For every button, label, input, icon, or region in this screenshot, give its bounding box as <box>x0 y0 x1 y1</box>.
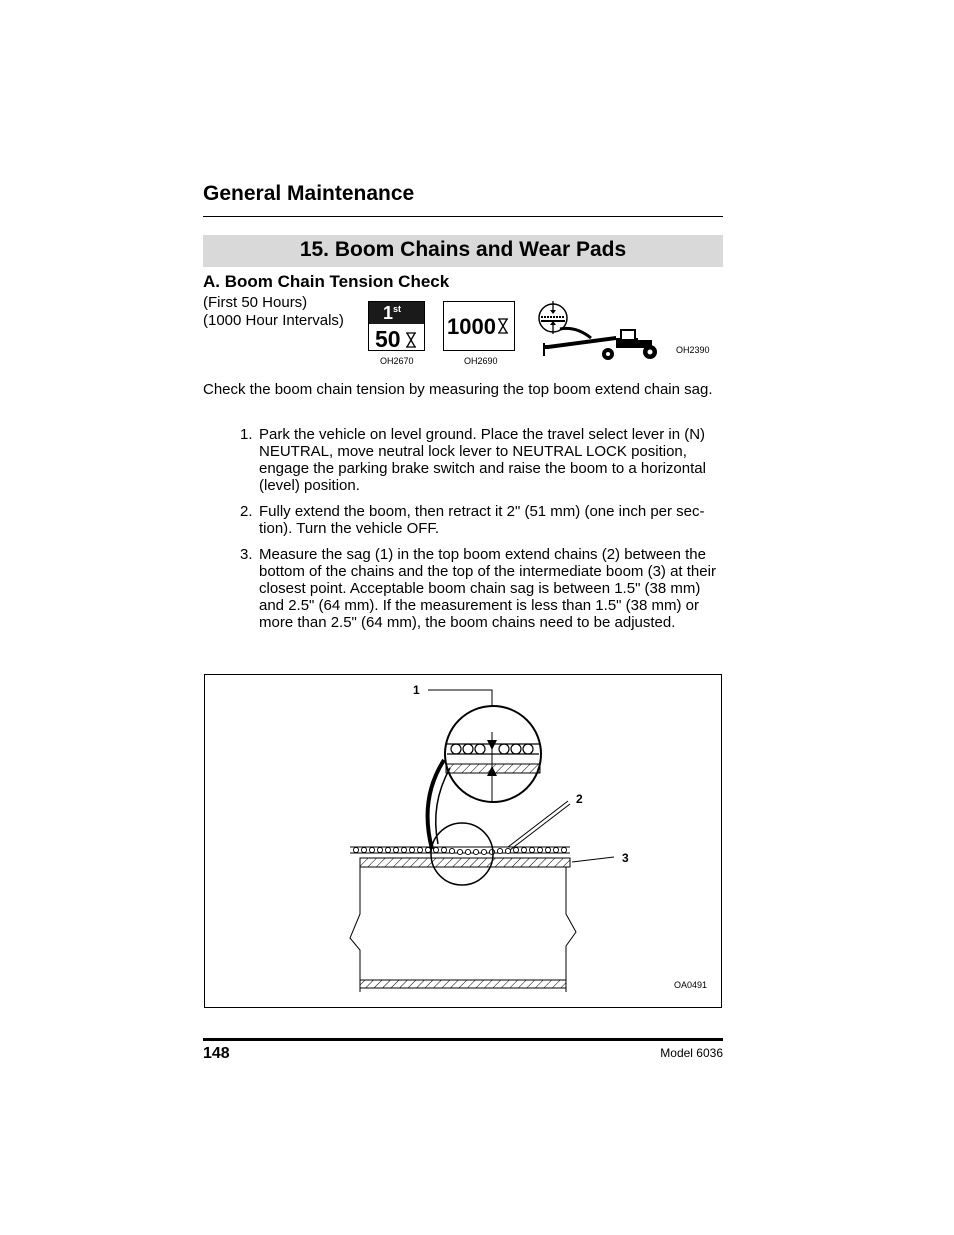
step-number: 2. <box>240 503 253 520</box>
boom-chain-illustration <box>204 674 722 1008</box>
figure-caption: OA0491 <box>674 980 708 990</box>
intro-paragraph: Check the boom chain tension by measuring the top boom extend chain sag. <box>203 381 713 398</box>
interval-repeat: (1000 Hour Intervals) <box>203 312 344 329</box>
model-label: Model 6036 <box>660 1046 723 1060</box>
interval-icon <box>443 301 515 351</box>
list-item <box>240 426 724 496</box>
icon-caption-2: OH2690 <box>464 356 498 366</box>
callout-1: 1 <box>413 683 420 697</box>
hourglass-icon <box>497 318 509 334</box>
icon-caption-3: OH2390 <box>676 345 710 355</box>
step-text: Measure the sag (1) in the top boom extend chains (2) between the bottom of the chains and the top of the intermediate boom (3) at their closest point. Acceptable boom chain sag is between 1.5" (38 mm) and 2.5" (64 mm). If the measurement is less than 1.5" (38 mm) or more than 2.5" (64 mm), the boom chains need to be adjusted. <box>259 546 716 631</box>
step-text: Fully extend the boom, then retract it 2" (51 mm) (one inch per sec-tion). Turn the vehicle OFF. <box>259 503 705 537</box>
first-service-icon <box>368 301 425 351</box>
list-item <box>240 503 724 539</box>
boom-chain-location-icon <box>536 298 666 360</box>
footer-rule <box>203 1038 723 1041</box>
first-hours-value: 50 <box>375 326 401 352</box>
callout-2: 2 <box>576 792 583 806</box>
interval-hours-value: 1000 <box>447 314 496 339</box>
section-header: General Maintenance <box>203 182 415 205</box>
page-title: 15. Boom Chains and Wear Pads <box>299 238 627 261</box>
interval-first: (First 50 Hours) <box>203 294 308 311</box>
subsection-title: A. Boom Chain Tension Check <box>203 272 450 291</box>
step-number: 3. <box>240 546 253 563</box>
first-sup: st <box>393 304 402 314</box>
list-item <box>240 546 724 650</box>
step-text: Park the vehicle on level ground. Place the travel select lever in (N) NEUTRAL, move neutral lock lever to NEUTRAL LOCK position, engage the parking brake switch and raise the boom to a horizontal (level) position. <box>259 426 706 494</box>
icon-caption-1: OH2670 <box>380 356 414 366</box>
first-label: 1 <box>383 303 394 323</box>
header-rule <box>203 216 723 217</box>
callout-3: 3 <box>622 851 629 865</box>
page-number: 148 <box>203 1045 230 1062</box>
step-number: 1. <box>240 426 253 443</box>
hourglass-icon <box>405 332 417 348</box>
